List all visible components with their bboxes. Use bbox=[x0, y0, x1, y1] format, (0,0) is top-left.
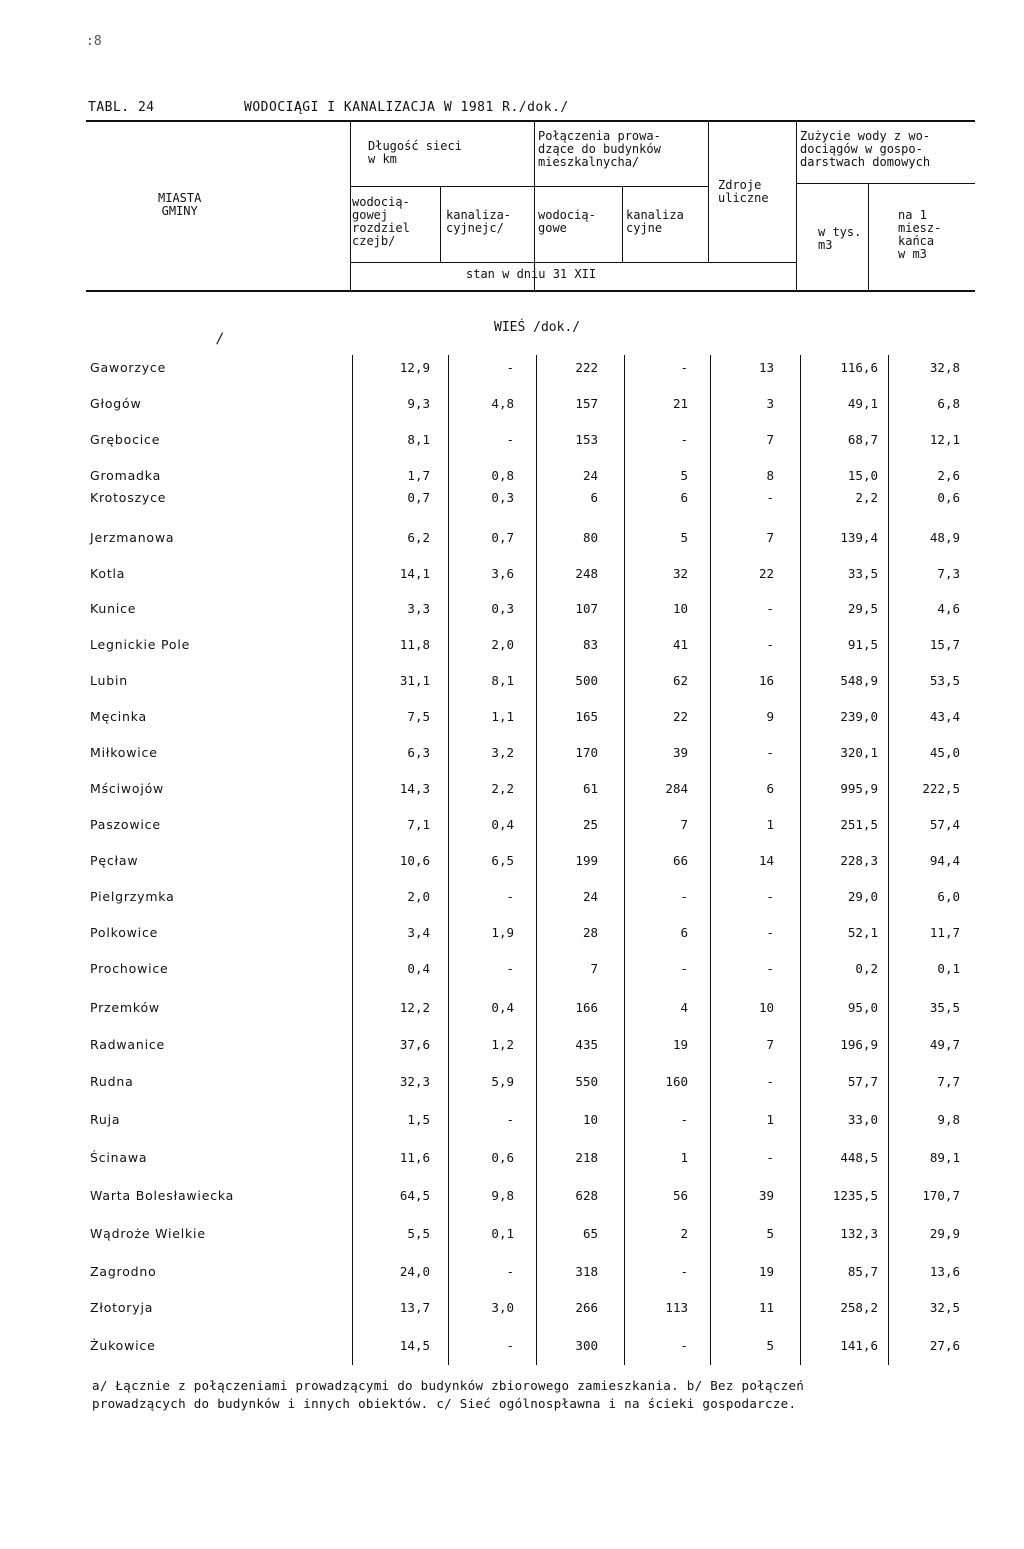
row-name: Złotoryja bbox=[90, 1300, 154, 1315]
row-value: 1 bbox=[680, 1150, 688, 1165]
column-divider bbox=[800, 355, 801, 1365]
row-value: 28 bbox=[582, 925, 598, 940]
row-value: - bbox=[506, 360, 514, 375]
row-value: 94,4 bbox=[929, 853, 960, 868]
page-number: :8 bbox=[86, 34, 102, 49]
row-value: 13,7 bbox=[399, 1300, 430, 1315]
row-name: Kunice bbox=[90, 601, 137, 616]
row-value: 1,1 bbox=[491, 709, 514, 724]
row-name: Polkowice bbox=[90, 925, 159, 940]
row-value: 995,9 bbox=[840, 781, 878, 796]
row-value: 7 bbox=[590, 961, 598, 976]
column-divider bbox=[536, 355, 537, 1365]
row-value: 300 bbox=[575, 1338, 598, 1353]
row-value: - bbox=[766, 637, 774, 652]
row-value: 95,0 bbox=[847, 1000, 878, 1015]
row-value: 49,7 bbox=[929, 1037, 960, 1052]
header-water-network: wodocią- gowej rozdziel czejb/ bbox=[352, 195, 410, 248]
row-name: Prochowice bbox=[90, 961, 169, 976]
row-value: 4,8 bbox=[491, 396, 514, 411]
row-name: Mściwojów bbox=[90, 781, 165, 796]
column-divider bbox=[710, 355, 711, 1365]
row-name: Lubin bbox=[90, 673, 128, 688]
row-value: 14,5 bbox=[399, 1338, 430, 1353]
row-value: 10,6 bbox=[399, 853, 430, 868]
row-value: 7,5 bbox=[407, 709, 430, 724]
row-value: 65 bbox=[582, 1226, 598, 1241]
row-value: 153 bbox=[575, 432, 598, 447]
row-value: 6 bbox=[590, 490, 598, 505]
row-value: - bbox=[680, 961, 688, 976]
row-value: 10 bbox=[582, 1112, 598, 1127]
row-value: 19 bbox=[672, 1037, 688, 1052]
row-value: 24,0 bbox=[399, 1264, 430, 1279]
row-value: 14,3 bbox=[399, 781, 430, 796]
row-value: - bbox=[680, 1264, 688, 1279]
row-value: 7,7 bbox=[937, 1074, 960, 1089]
row-value: 13,6 bbox=[929, 1264, 960, 1279]
row-name: Gromadka bbox=[90, 468, 162, 483]
row-value: 12,2 bbox=[399, 1000, 430, 1015]
row-value: 318 bbox=[575, 1264, 598, 1279]
header-divider bbox=[796, 122, 797, 290]
row-value: - bbox=[766, 925, 774, 940]
stray-mark: / bbox=[216, 331, 225, 347]
row-name: Pęcław bbox=[90, 853, 139, 868]
row-value: 66 bbox=[672, 853, 688, 868]
row-value: 2,6 bbox=[937, 468, 960, 483]
row-value: 1 bbox=[766, 1112, 774, 1127]
row-value: 165 bbox=[575, 709, 598, 724]
column-divider bbox=[352, 355, 353, 1365]
row-name: Zagrodno bbox=[90, 1264, 157, 1279]
row-value: - bbox=[766, 1150, 774, 1165]
header-divider bbox=[868, 183, 869, 290]
row-value: 2,2 bbox=[855, 490, 878, 505]
row-name: Przemków bbox=[90, 1000, 160, 1015]
row-value: 7 bbox=[680, 817, 688, 832]
row-value: 5,5 bbox=[407, 1226, 430, 1241]
row-value: 41 bbox=[672, 637, 688, 652]
row-value: 91,5 bbox=[847, 637, 878, 652]
row-value: - bbox=[766, 961, 774, 976]
row-value: 14,1 bbox=[399, 566, 430, 581]
row-value: 157 bbox=[575, 396, 598, 411]
row-value: 3,2 bbox=[491, 745, 514, 760]
row-value: 37,6 bbox=[399, 1037, 430, 1052]
row-value: 11,8 bbox=[399, 637, 430, 652]
row-value: 0,6 bbox=[491, 1150, 514, 1165]
row-value: 6 bbox=[766, 781, 774, 796]
row-value: 39 bbox=[672, 745, 688, 760]
row-value: 62 bbox=[672, 673, 688, 688]
row-value: - bbox=[506, 1112, 514, 1127]
column-divider bbox=[624, 355, 625, 1365]
header-connections: Połączenia prowa- dzące do budynków mieszkalnycha/ bbox=[538, 129, 661, 169]
row-value: 52,1 bbox=[847, 925, 878, 940]
row-value: 3,0 bbox=[491, 1300, 514, 1315]
header-sewer-connections: kanaliza cyjne bbox=[626, 208, 684, 235]
row-value: 6 bbox=[680, 490, 688, 505]
header-divider bbox=[350, 122, 351, 290]
row-value: 0,8 bbox=[491, 468, 514, 483]
row-value: 7 bbox=[766, 1037, 774, 1052]
footnote-line-2: prowadzących do budynków i innych obiektów. c/ Sieć ogólnospławna i na ścieki gospodarcze. bbox=[92, 1396, 797, 1411]
row-value: 80 bbox=[582, 530, 598, 545]
row-value: 7,1 bbox=[407, 817, 430, 832]
header-sub-rule bbox=[796, 183, 975, 184]
row-value: - bbox=[766, 490, 774, 505]
row-value: 22 bbox=[758, 566, 774, 581]
row-value: 228,3 bbox=[840, 853, 878, 868]
row-value: 5 bbox=[680, 468, 688, 483]
row-value: 48,9 bbox=[929, 530, 960, 545]
row-value: 113 bbox=[665, 1300, 688, 1315]
row-value: 43,4 bbox=[929, 709, 960, 724]
row-value: 141,6 bbox=[840, 1338, 878, 1353]
row-value: 31,1 bbox=[399, 673, 430, 688]
row-value: 6,8 bbox=[937, 396, 960, 411]
row-value: 6,2 bbox=[407, 530, 430, 545]
header-sub-rule bbox=[350, 186, 708, 187]
row-value: 0,4 bbox=[407, 961, 430, 976]
row-value: 4,6 bbox=[937, 601, 960, 616]
row-value: 6 bbox=[680, 925, 688, 940]
row-value: 1,5 bbox=[407, 1112, 430, 1127]
row-value: 32,5 bbox=[929, 1300, 960, 1315]
row-value: 435 bbox=[575, 1037, 598, 1052]
row-value: 5 bbox=[766, 1226, 774, 1241]
row-value: 196,9 bbox=[840, 1037, 878, 1052]
row-value: 0,7 bbox=[407, 490, 430, 505]
row-value: 12,1 bbox=[929, 432, 960, 447]
row-value: 32,8 bbox=[929, 360, 960, 375]
row-value: 61 bbox=[582, 781, 598, 796]
row-value: 3,6 bbox=[491, 566, 514, 581]
row-value: 49,1 bbox=[847, 396, 878, 411]
table-label: TABL. 24 bbox=[88, 100, 155, 115]
row-value: 5 bbox=[766, 1338, 774, 1353]
row-value: 3,4 bbox=[407, 925, 430, 940]
row-value: 24 bbox=[582, 468, 598, 483]
row-value: 248 bbox=[575, 566, 598, 581]
row-name: Paszowice bbox=[90, 817, 161, 832]
row-value: 0,3 bbox=[491, 601, 514, 616]
row-value: 116,6 bbox=[840, 360, 878, 375]
row-value: 0,6 bbox=[937, 490, 960, 505]
header-divider bbox=[440, 186, 441, 262]
row-value: 0,4 bbox=[491, 817, 514, 832]
header-bottom-rule bbox=[86, 290, 975, 292]
row-value: - bbox=[506, 889, 514, 904]
row-value: 22 bbox=[672, 709, 688, 724]
row-value: 15,7 bbox=[929, 637, 960, 652]
row-value: - bbox=[680, 360, 688, 375]
row-name: Legnickie Pole bbox=[90, 637, 191, 652]
row-value: 0,3 bbox=[491, 490, 514, 505]
row-value: 85,7 bbox=[847, 1264, 878, 1279]
row-value: 251,5 bbox=[840, 817, 878, 832]
row-value: 9 bbox=[766, 709, 774, 724]
row-value: 57,7 bbox=[847, 1074, 878, 1089]
row-value: 15,0 bbox=[847, 468, 878, 483]
row-value: - bbox=[680, 432, 688, 447]
row-value: - bbox=[506, 1264, 514, 1279]
row-name: Jerzmanowa bbox=[90, 530, 175, 545]
row-value: 2,0 bbox=[407, 889, 430, 904]
footnote-line-1: a/ Łącznie z połączeniami prowadzącymi do budynków zbiorowego zamieszkania. b/ Bez połączeń bbox=[92, 1378, 805, 1393]
row-name: Kotla bbox=[90, 566, 126, 581]
row-value: 222 bbox=[575, 360, 598, 375]
row-value: 29,0 bbox=[847, 889, 878, 904]
row-value: 35,5 bbox=[929, 1000, 960, 1015]
row-value: - bbox=[680, 1112, 688, 1127]
row-value: 24 bbox=[582, 889, 598, 904]
row-value: 7 bbox=[766, 530, 774, 545]
table-title: WODOCIĄGI I KANALIZACJA W 1981 R./dok./ bbox=[244, 100, 569, 115]
row-name: Radwanice bbox=[90, 1037, 166, 1052]
row-value: 27,6 bbox=[929, 1338, 960, 1353]
row-value: 19 bbox=[758, 1264, 774, 1279]
row-name: Miłkowice bbox=[90, 745, 158, 760]
row-value: - bbox=[766, 601, 774, 616]
row-name: Ścinawa bbox=[90, 1150, 148, 1165]
row-value: 1 bbox=[766, 817, 774, 832]
row-value: 25 bbox=[582, 817, 598, 832]
header-thousand-m3: w tys. m3 bbox=[818, 225, 862, 252]
row-value: 11,6 bbox=[399, 1150, 430, 1165]
row-value: 5,9 bbox=[491, 1074, 514, 1089]
row-value: - bbox=[506, 432, 514, 447]
row-value: 8 bbox=[766, 468, 774, 483]
row-value: 550 bbox=[575, 1074, 598, 1089]
row-value: 2,0 bbox=[491, 637, 514, 652]
header-water-use: Zużycie wody z wo- dociągów w gospo- darstwach domowych bbox=[800, 129, 931, 169]
header-state-date: stan w dniu 31 XII bbox=[466, 267, 597, 281]
row-value: 64,5 bbox=[399, 1188, 430, 1203]
section-title: WIEŚ /dok./ bbox=[494, 320, 581, 335]
row-value: 199 bbox=[575, 853, 598, 868]
row-value: 89,1 bbox=[929, 1150, 960, 1165]
row-value: 33,0 bbox=[847, 1112, 878, 1127]
row-value: 218 bbox=[575, 1150, 598, 1165]
row-value: 7,3 bbox=[937, 566, 960, 581]
row-value: 239,0 bbox=[840, 709, 878, 724]
row-value: 45,0 bbox=[929, 745, 960, 760]
row-value: 39 bbox=[758, 1188, 774, 1203]
row-value: 628 bbox=[575, 1188, 598, 1203]
row-value: 10 bbox=[672, 601, 688, 616]
row-value: - bbox=[506, 961, 514, 976]
row-value: 320,1 bbox=[840, 745, 878, 760]
row-value: 83 bbox=[582, 637, 598, 652]
row-value: 0,4 bbox=[491, 1000, 514, 1015]
row-value: 160 bbox=[665, 1074, 688, 1089]
row-value: - bbox=[680, 1338, 688, 1353]
row-value: 14 bbox=[758, 853, 774, 868]
row-value: 56 bbox=[672, 1188, 688, 1203]
row-value: 0,1 bbox=[491, 1226, 514, 1241]
row-value: 10 bbox=[758, 1000, 774, 1015]
row-value: 8,1 bbox=[407, 432, 430, 447]
row-value: 170,7 bbox=[922, 1188, 960, 1203]
row-name: Głogów bbox=[90, 396, 142, 411]
row-value: 2 bbox=[680, 1226, 688, 1241]
row-value: 2,2 bbox=[491, 781, 514, 796]
header-per-capita: na 1 miesz- kańca w m3 bbox=[898, 208, 942, 261]
row-value: 139,4 bbox=[840, 530, 878, 545]
row-value: 448,5 bbox=[840, 1150, 878, 1165]
row-value: 170 bbox=[575, 745, 598, 760]
header-divider bbox=[534, 122, 535, 290]
row-value: 5 bbox=[680, 530, 688, 545]
row-value: 7 bbox=[766, 432, 774, 447]
row-value: 284 bbox=[665, 781, 688, 796]
row-value: 16 bbox=[758, 673, 774, 688]
row-value: 3,3 bbox=[407, 601, 430, 616]
row-value: 548,9 bbox=[840, 673, 878, 688]
row-value: 9,3 bbox=[407, 396, 430, 411]
header-divider bbox=[622, 186, 623, 262]
row-value: 13 bbox=[758, 360, 774, 375]
row-value: 0,1 bbox=[937, 961, 960, 976]
row-value: 500 bbox=[575, 673, 598, 688]
header-top-rule bbox=[86, 120, 975, 122]
row-name: Krotoszyce bbox=[90, 490, 167, 505]
row-name: Ruja bbox=[90, 1112, 121, 1127]
header-state-rule bbox=[350, 262, 796, 263]
header-sewer-network: kanaliza- cyjnejc/ bbox=[446, 208, 512, 235]
column-divider bbox=[448, 355, 449, 1365]
row-value: - bbox=[506, 1338, 514, 1353]
row-value: 11 bbox=[758, 1300, 774, 1315]
row-value: 266 bbox=[575, 1300, 598, 1315]
row-value: 1,7 bbox=[407, 468, 430, 483]
header-network-length: Długość sieci w km bbox=[368, 139, 462, 166]
row-value: 3 bbox=[766, 396, 774, 411]
row-value: 0,7 bbox=[491, 530, 514, 545]
row-value: 6,3 bbox=[407, 745, 430, 760]
row-value: 9,8 bbox=[491, 1188, 514, 1203]
row-value: 21 bbox=[672, 396, 688, 411]
header-street-hydrants: Zdroje uliczne bbox=[718, 178, 769, 205]
row-value: 32 bbox=[672, 566, 688, 581]
row-name: Żukowice bbox=[90, 1338, 156, 1353]
row-value: 6,5 bbox=[491, 853, 514, 868]
row-value: 258,2 bbox=[840, 1300, 878, 1315]
row-value: 29,5 bbox=[847, 601, 878, 616]
header-water-connections: wodocią- gowe bbox=[538, 208, 596, 235]
row-value: 33,5 bbox=[847, 566, 878, 581]
row-value: 12,9 bbox=[399, 360, 430, 375]
row-name: Męcinka bbox=[90, 709, 148, 724]
column-divider bbox=[888, 355, 889, 1365]
header-divider bbox=[708, 122, 709, 262]
row-value: 4 bbox=[680, 1000, 688, 1015]
row-name: Rudna bbox=[90, 1074, 134, 1089]
row-value: 9,8 bbox=[937, 1112, 960, 1127]
row-value: 1235,5 bbox=[832, 1188, 878, 1203]
row-value: 222,5 bbox=[922, 781, 960, 796]
row-value: 132,3 bbox=[840, 1226, 878, 1241]
row-name: Pielgrzymka bbox=[90, 889, 175, 904]
row-name: Grębocice bbox=[90, 432, 161, 447]
row-value: 53,5 bbox=[929, 673, 960, 688]
row-name: Gaworzyce bbox=[90, 360, 167, 375]
row-value: 11,7 bbox=[929, 925, 960, 940]
row-value: 107 bbox=[575, 601, 598, 616]
row-value: - bbox=[766, 889, 774, 904]
row-value: 166 bbox=[575, 1000, 598, 1015]
row-value: - bbox=[766, 1074, 774, 1089]
header-cities: MIASTA GMINY bbox=[158, 191, 202, 218]
row-value: - bbox=[680, 889, 688, 904]
row-value: 68,7 bbox=[847, 432, 878, 447]
row-value: 32,3 bbox=[399, 1074, 430, 1089]
row-value: 1,2 bbox=[491, 1037, 514, 1052]
row-value: 0,2 bbox=[855, 961, 878, 976]
row-value: - bbox=[766, 745, 774, 760]
row-name: Wądroże Wielkie bbox=[90, 1226, 206, 1241]
row-value: 8,1 bbox=[491, 673, 514, 688]
row-value: 1,9 bbox=[491, 925, 514, 940]
row-value: 57,4 bbox=[929, 817, 960, 832]
row-value: 29,9 bbox=[929, 1226, 960, 1241]
row-value: 6,0 bbox=[937, 889, 960, 904]
row-name: Warta Bolesławiecka bbox=[90, 1188, 235, 1203]
